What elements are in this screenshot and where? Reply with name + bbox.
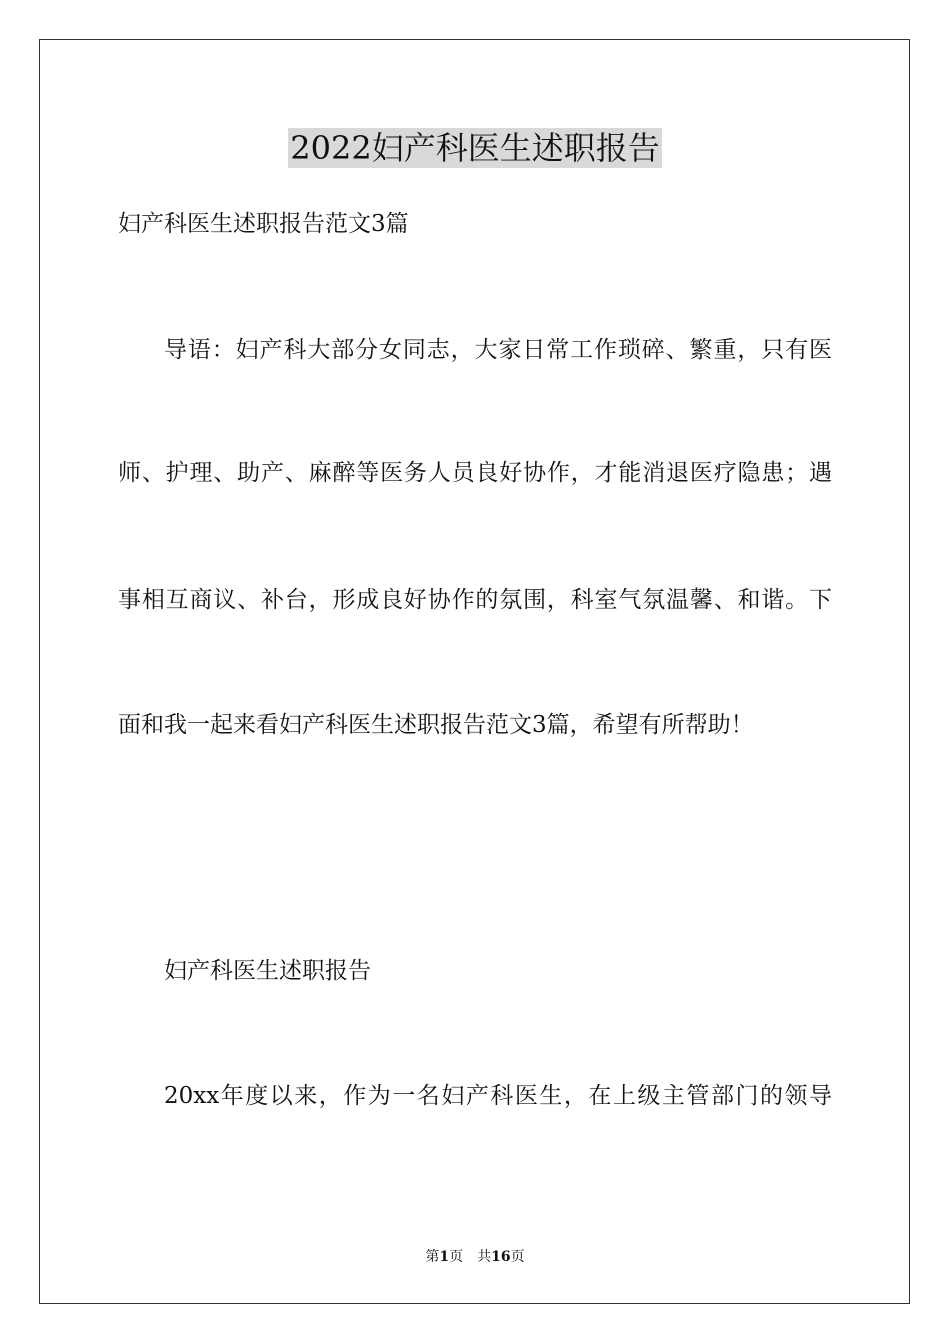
footer-suffix: 页: [510, 1249, 525, 1265]
document-title: 2022妇产科医生述职报告: [290, 129, 660, 167]
page-footer: [0, 1248, 950, 1266]
intro-line-2: 师、护理、助产、麻醉等医务人员良好协作，才能消退医疗隐患；遇: [118, 460, 832, 486]
footer-prefix: 第: [425, 1249, 440, 1265]
intro-line-1: 导语：妇产科大部分女同志，大家日常工作琐碎、繁重，只有医: [164, 337, 832, 363]
body-line-1: 20xx年度以来，作为一名妇产科医生，在上级主管部门的领导: [164, 1083, 832, 1109]
footer-total-pages: 16: [491, 1249, 511, 1265]
document-subtitle: 妇产科医生述职报告范文3篇: [118, 211, 409, 237]
intro-line-3: 事相互商议、补台，形成良好协作的氛围，科室气氛温馨、和谐。下: [118, 587, 832, 613]
section-heading: 妇产科医生述职报告: [164, 958, 371, 984]
intro-line-4: 面和我一起来看妇产科医生述职报告范文3篇，希望有所帮助！: [118, 712, 754, 738]
title-container: [0, 128, 950, 168]
footer-current-page: 1: [439, 1249, 450, 1265]
footer-mid: 页 共: [449, 1249, 492, 1265]
